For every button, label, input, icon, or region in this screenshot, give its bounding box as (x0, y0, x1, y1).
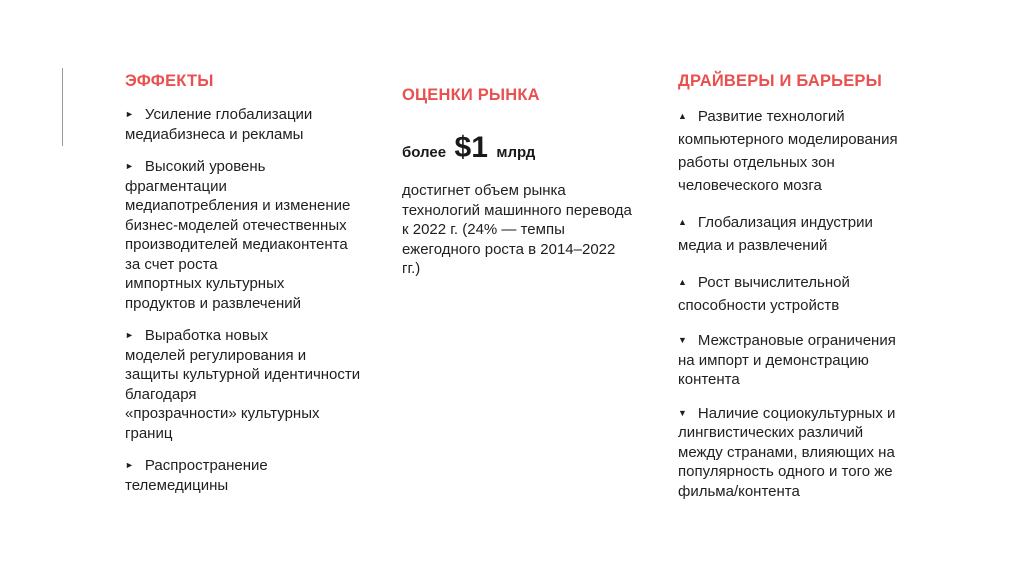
effects-item-text: Распространение телемедицины (125, 457, 268, 494)
effects-item (125, 157, 390, 313)
effects-item (125, 326, 390, 443)
market-stat-value: $1 (454, 131, 488, 164)
market-description: достигнет объем рынка технологий машинного перевода к 2022 г. (24% — темпы ежегодного роста в 2014–2022 гг.) (402, 182, 632, 277)
effects-item (125, 105, 390, 144)
market-heading: ОЦЕНКИ РЫНКА (402, 86, 540, 104)
triangle-right-icon: ► (125, 460, 134, 470)
triangle-down-icon: ▼ (678, 335, 687, 345)
effects-item-text: Выработка новых моделей регулирования и защиты культурной идентичности благодаря «прозрачности» культурных границ (125, 327, 361, 442)
effects-heading: ЭФФЕКТЫ (125, 72, 214, 90)
effects-item-text: Усиление глобализации медиабизнеса и рекламы (125, 106, 313, 143)
market-stat-suffix: млрд (496, 144, 536, 161)
triangle-right-icon: ► (125, 330, 134, 340)
effects-column (125, 72, 390, 508)
drivers-list (678, 105, 938, 501)
triangle-right-icon: ► (125, 161, 134, 171)
effects-item-text: Высокий уровень фрагментации медиапотребления и изменение бизнес-моделей отечественных производителей медиаконтента за счет роста импортных культурных продуктов и развлечений (125, 158, 351, 312)
triangle-up-icon: ▲ (678, 277, 687, 287)
market-column (402, 86, 657, 279)
barrier-item (678, 404, 938, 502)
barrier-item-text: Наличие социокультурных и лингвистических различий между странами, влияющих на популярность одного и того же фильма/контента (678, 404, 896, 500)
barrier-item (678, 331, 938, 390)
effects-list (125, 105, 390, 495)
drivers-heading: ДРАЙВЕРЫ И БАРЬЕРЫ (678, 72, 882, 90)
left-divider-line (62, 68, 63, 146)
driver-item-text: Рост вычислительной способности устройств (678, 274, 850, 314)
market-stat-prefix: более (402, 144, 447, 161)
barrier-item-text: Межстрановые ограничения на импорт и демонстрацию контента (678, 332, 896, 388)
triangle-right-icon: ► (125, 109, 134, 119)
driver-item (678, 271, 938, 317)
driver-item (678, 211, 938, 257)
effects-item (125, 456, 390, 495)
drivers-column (678, 72, 938, 515)
driver-item-text: Развитие технологий компьютерного моделирования работы отдельных зон человеческого мозга (678, 108, 898, 194)
driver-item (678, 105, 938, 197)
triangle-up-icon: ▲ (678, 111, 687, 121)
triangle-down-icon: ▼ (678, 407, 687, 418)
market-stat (402, 131, 657, 165)
driver-item-text: Глобализация индустрии медиа и развлечений (678, 214, 873, 254)
triangle-up-icon: ▲ (678, 217, 687, 227)
